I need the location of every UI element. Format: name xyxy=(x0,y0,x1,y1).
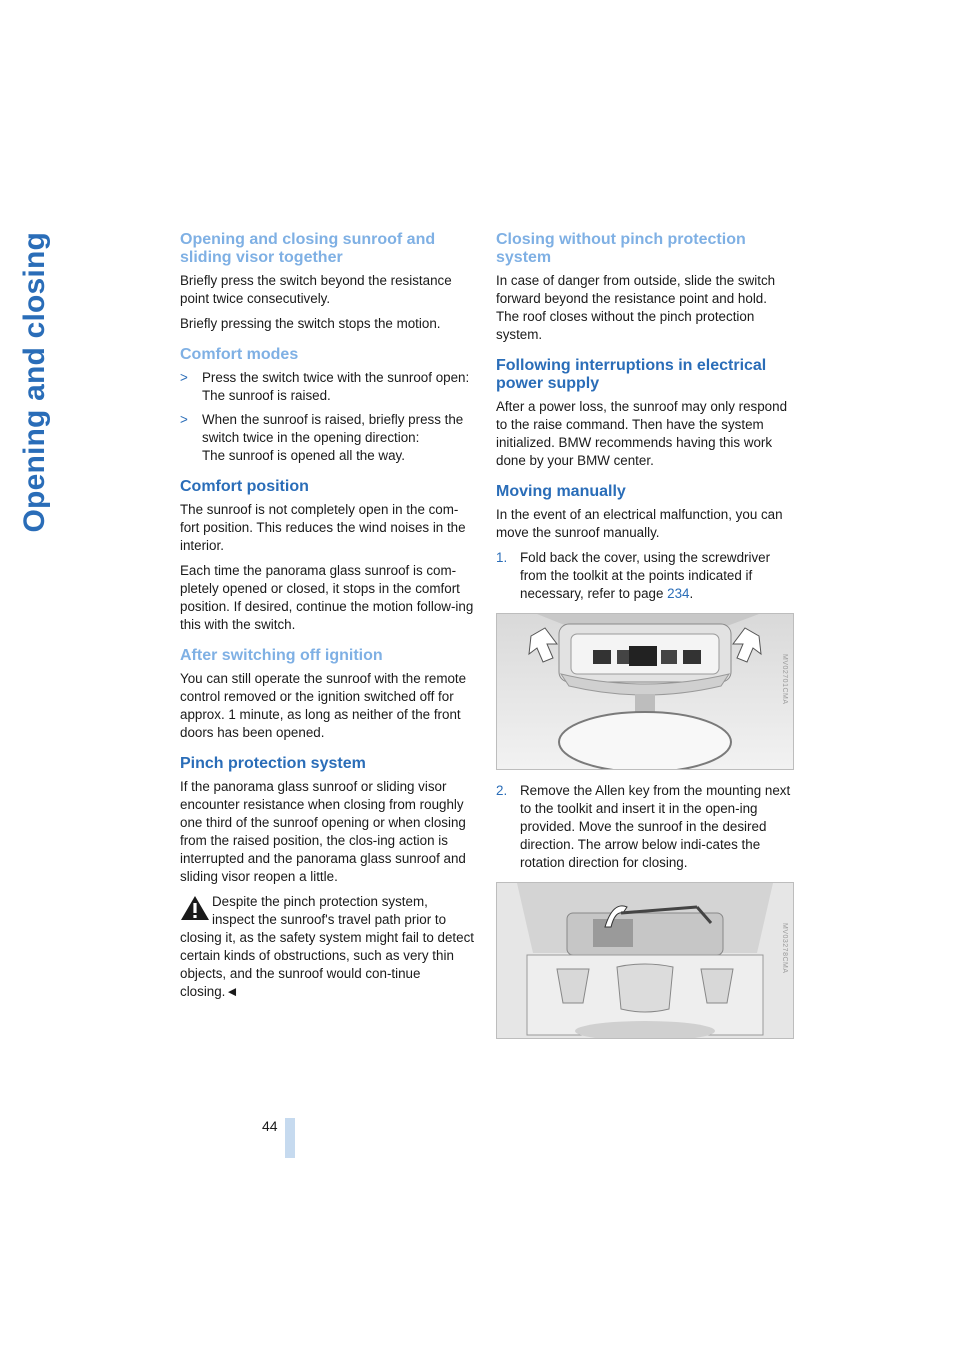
heading-moving-manually: Moving manually xyxy=(496,483,626,500)
paragraph: Briefly press the switch beyond the resistance point twice consecutively. xyxy=(180,273,452,306)
heading-pinch-protection: Pinch protection system xyxy=(180,755,366,772)
paragraph: In case of danger from outside, slide the switch forward beyond the resistance point and hold. The roof closes without the pinch protection system. xyxy=(496,273,776,342)
figure-code: MV03278CMA xyxy=(781,923,788,974)
heading-comfort-position: Comfort position xyxy=(180,478,309,495)
overhead-console-illustration xyxy=(497,614,793,769)
warning-note: Despite the pinch protection system, inspect the sunroof's travel path prior to closing it, as the safety system might fail to detect certain kinds of obstructions, such as very thin objects, and the sunroof would con-tinue closing.◄ xyxy=(180,894,474,999)
chapter-title: Opening and closing xyxy=(18,232,51,533)
page-tab-bar xyxy=(285,1118,295,1158)
page-reference-link[interactable]: 234 xyxy=(667,586,690,601)
paragraph: If the panorama glass sunroof or sliding visor encounter resistance when closing from roughly one third of the sunroof opening or when closing from the raised position, the clos-ing action is interrupted and the panorama glass sunroof and sliding visor reopen a little. xyxy=(180,779,466,884)
page-number: 44 xyxy=(262,1118,278,1134)
figure-code: MV02701CMA xyxy=(781,654,788,705)
section-pinch-protection xyxy=(180,755,476,1001)
figure-allen-key xyxy=(496,882,794,1039)
paragraph: In the event of an electrical malfunction, you can move the sunroof manually. xyxy=(496,507,783,540)
step-item: 2. Remove the Allen key from the mounting next to the toolkit and insert it in the open-ing provided. Move the sunroof in the desired direction. The arrow below indi-cates the rotation direction for closing. xyxy=(496,783,791,870)
end-mark: ◄ xyxy=(225,984,239,999)
heading-after-ignition: After switching off ignition xyxy=(180,647,383,664)
allen-key-illustration xyxy=(497,883,793,1038)
right-column xyxy=(496,231,792,1051)
section-moving-manually xyxy=(496,483,792,1039)
section-comfort-position xyxy=(180,478,476,634)
heading-closing-without-pinch: Closing without pinch protection system xyxy=(496,231,746,266)
paragraph: Briefly pressing the switch stops the motion. xyxy=(180,316,441,331)
step-item: 1. Fold back the cover, using the screwdriver from the toolkit at the points indicated if necessary, refer to page 234. xyxy=(496,550,771,601)
heading-comfort-modes: Comfort modes xyxy=(180,346,299,363)
paragraph: Each time the panorama glass sunroof is com-pletely opened or closed, it stops in the comfort position. If desired, continue the motion follow-ing this with the switch. xyxy=(180,563,474,632)
figure-overhead-console xyxy=(496,613,794,770)
warning-triangle-icon xyxy=(180,895,210,921)
heading-power-interruption: Following interruptions in electrical power supply xyxy=(496,357,767,392)
list-item: > When the sunroof is raised, briefly press the switch twice in the opening direction: The sunroof is opened all the way. xyxy=(180,412,464,463)
heading-open-close-together: Opening and closing sunroof and sliding visor together xyxy=(180,231,436,266)
paragraph: After a power loss, the sunroof may only respond to the raise command. Then have the system initialized. BMW recommends having this work done by your BMW center. xyxy=(496,399,788,468)
paragraph: You can still operate the sunroof with the remote control removed or the ignition switched off for approx. 1 minute, as long as neither of the front doors has been opened. xyxy=(180,671,467,740)
list-item: > Press the switch twice with the sunroof open: The sunroof is raised. xyxy=(180,370,470,403)
paragraph: The sunroof is not completely open in the com-fort position. This reduces the wind noises in the interior. xyxy=(180,502,466,553)
left-column xyxy=(180,231,476,1001)
section-after-ignition xyxy=(180,647,476,742)
section-comfort-modes xyxy=(180,346,476,465)
section-power-interruption xyxy=(496,357,792,470)
